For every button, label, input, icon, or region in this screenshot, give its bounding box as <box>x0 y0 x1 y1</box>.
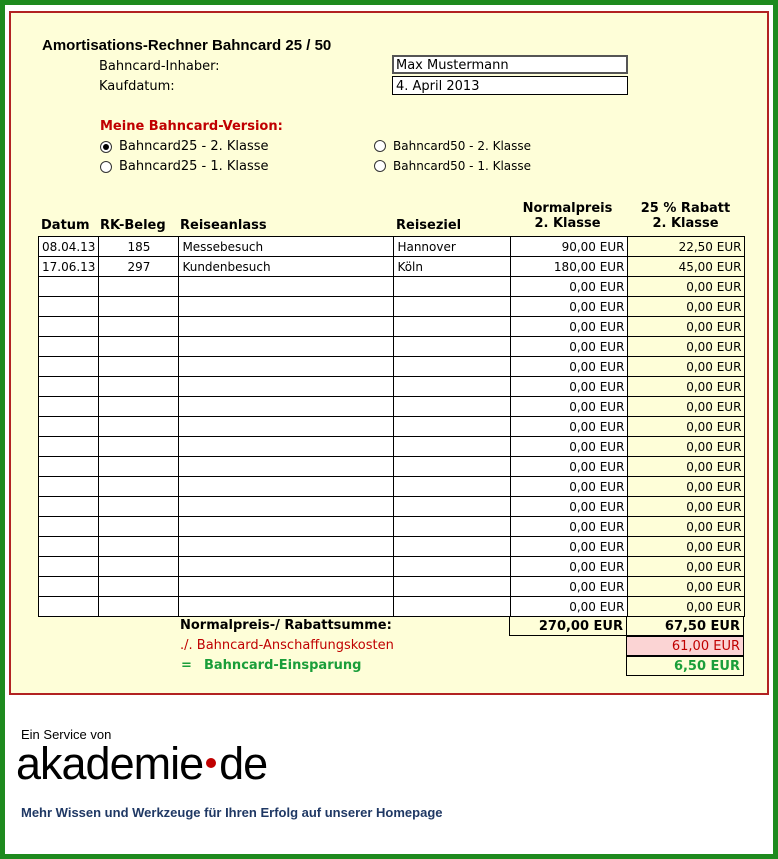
cell-rk-beleg[interactable] <box>99 317 179 337</box>
cell-datum[interactable] <box>39 457 99 477</box>
cell-reiseziel[interactable] <box>394 537 511 557</box>
cell-reiseziel[interactable] <box>394 437 511 457</box>
cell-normalpreis: 0,00 EUR <box>511 577 628 597</box>
table-row <box>39 537 745 557</box>
cell-reiseziel[interactable] <box>394 417 511 437</box>
cell-reiseanlass[interactable] <box>179 357 394 377</box>
kaufdatum-input[interactable]: 4. April 2013 <box>392 76 628 95</box>
cell-reiseziel[interactable]: Köln <box>394 257 511 277</box>
cell-datum[interactable] <box>39 337 99 357</box>
table-row <box>39 417 745 437</box>
akademie-logo[interactable] <box>16 738 267 790</box>
header-rk-beleg: RK-Beleg <box>100 218 166 233</box>
option-label: Bahncard25 - 2. Klasse <box>119 139 269 154</box>
saving-equals: = <box>181 658 192 673</box>
radio-icon[interactable] <box>374 160 386 172</box>
cell-reiseziel[interactable] <box>394 357 511 377</box>
calculator-panel <box>9 11 769 695</box>
cell-rabatt: 0,00 EUR <box>628 417 745 437</box>
cell-datum[interactable] <box>39 497 99 517</box>
cell-reiseziel[interactable] <box>394 457 511 477</box>
cell-rabatt: 22,50 EUR <box>628 237 745 257</box>
cell-normalpreis: 180,00 EUR <box>511 257 628 277</box>
cell-reiseziel[interactable] <box>394 517 511 537</box>
cell-datum[interactable]: 17.06.13 <box>39 257 99 277</box>
table-row <box>39 397 745 417</box>
saving-label: Bahncard-Einsparung <box>204 658 362 673</box>
inhaber-label: Bahncard-Inhaber: <box>99 59 220 74</box>
cell-rk-beleg[interactable] <box>99 577 179 597</box>
table-row <box>39 377 745 397</box>
table-row <box>39 517 745 537</box>
sum-normalpreis: 270,00 EUR <box>509 616 627 636</box>
table-row <box>39 497 745 517</box>
cell-rk-beleg[interactable] <box>99 277 179 297</box>
cell-rabatt: 45,00 EUR <box>628 257 745 277</box>
table-row <box>39 597 745 617</box>
cell-reiseanlass[interactable] <box>179 317 394 337</box>
table-row <box>39 317 745 337</box>
cell-rabatt: 0,00 EUR <box>628 497 745 517</box>
cell-reiseanlass[interactable] <box>179 417 394 437</box>
cell-normalpreis: 0,00 EUR <box>511 377 628 397</box>
cell-rabatt: 0,00 EUR <box>628 577 745 597</box>
tagline-link[interactable]: Mehr Wissen und Werkzeuge für Ihren Erfolg auf unserer Homepage <box>21 805 443 820</box>
header-normalpreis <box>509 201 626 231</box>
cell-reiseanlass[interactable] <box>179 437 394 457</box>
cell-normalpreis: 0,00 EUR <box>511 497 628 517</box>
table-row <box>39 477 745 497</box>
cell-reiseziel[interactable]: Hannover <box>394 237 511 257</box>
option-label: Bahncard25 - 1. Klasse <box>119 159 269 174</box>
cell-normalpreis: 90,00 EUR <box>511 237 628 257</box>
cell-rabatt: 0,00 EUR <box>628 557 745 577</box>
cell-rabatt: 0,00 EUR <box>628 477 745 497</box>
cell-reiseanlass[interactable] <box>179 337 394 357</box>
page-title: Amortisations-Rechner Bahncard 25 / 50 <box>42 37 332 54</box>
cell-reiseziel[interactable] <box>394 597 511 617</box>
cell-rabatt: 0,00 EUR <box>628 537 745 557</box>
cell-rk-beleg[interactable]: 185 <box>99 237 179 257</box>
option-label: Bahncard50 - 2. Klasse <box>393 139 532 153</box>
header-rabatt-line1: 25 % Rabatt <box>640 201 731 216</box>
kaufdatum-label: Kaufdatum: <box>99 79 175 94</box>
cost-value: 61,00 EUR <box>626 636 744 656</box>
radio-selected-icon[interactable] <box>100 141 112 153</box>
header-normalpreis-line2: 2. Klasse <box>534 216 601 231</box>
table-row <box>39 557 745 577</box>
cell-reiseanlass[interactable] <box>179 577 394 597</box>
cell-rk-beleg[interactable] <box>99 437 179 457</box>
cell-reiseziel[interactable] <box>394 577 511 597</box>
cell-datum[interactable] <box>39 437 99 457</box>
cell-rabatt: 0,00 EUR <box>628 457 745 477</box>
cell-reiseanlass[interactable] <box>179 477 394 497</box>
cell-datum[interactable] <box>39 317 99 337</box>
cell-reiseanlass[interactable]: Kundenbesuch <box>179 257 394 277</box>
cell-normalpreis: 0,00 EUR <box>511 457 628 477</box>
cell-normalpreis: 0,00 EUR <box>511 437 628 457</box>
header-reiseziel: Reiseziel <box>396 218 462 233</box>
option-bc50-1[interactable] <box>374 159 531 173</box>
cell-datum[interactable] <box>39 377 99 397</box>
logo-text-left: akademie <box>16 738 204 789</box>
version-heading: Meine Bahncard-Version: <box>100 119 283 134</box>
saving-value: 6,50 EUR <box>626 656 744 676</box>
service-text: Ein Service von <box>21 727 112 742</box>
cell-rk-beleg[interactable] <box>99 477 179 497</box>
radio-icon[interactable] <box>374 140 386 152</box>
cell-rk-beleg[interactable] <box>99 337 179 357</box>
travel-table <box>38 236 745 617</box>
cell-reiseziel[interactable] <box>394 397 511 417</box>
cell-rabatt: 0,00 EUR <box>628 437 745 457</box>
logo-dot-icon <box>206 758 216 768</box>
cell-rk-beleg[interactable] <box>99 357 179 377</box>
radio-icon[interactable] <box>100 161 112 173</box>
cell-reiseanlass[interactable]: Messebesuch <box>179 237 394 257</box>
cell-reiseanlass[interactable] <box>179 377 394 397</box>
cell-datum[interactable] <box>39 477 99 497</box>
cell-reiseziel[interactable] <box>394 377 511 397</box>
cell-datum[interactable] <box>39 277 99 297</box>
cell-datum[interactable] <box>39 417 99 437</box>
cell-reiseanlass[interactable] <box>179 297 394 317</box>
cell-datum[interactable] <box>39 537 99 557</box>
option-bc25-1[interactable] <box>100 159 269 174</box>
cell-reiseziel[interactable] <box>394 277 511 297</box>
cell-reiseziel[interactable] <box>394 297 511 317</box>
cell-reiseanlass[interactable] <box>179 557 394 577</box>
sum-rabatt: 67,50 EUR <box>626 616 744 636</box>
cell-rabatt: 0,00 EUR <box>628 317 745 337</box>
cell-rk-beleg[interactable] <box>99 397 179 417</box>
table-row <box>39 257 745 277</box>
cell-normalpreis: 0,00 EUR <box>511 357 628 377</box>
cell-reiseanlass[interactable] <box>179 537 394 557</box>
cell-rabatt: 0,00 EUR <box>628 397 745 417</box>
cell-rk-beleg[interactable] <box>99 377 179 397</box>
cell-datum[interactable] <box>39 577 99 597</box>
cell-rk-beleg[interactable] <box>99 497 179 517</box>
cell-rk-beleg[interactable] <box>99 517 179 537</box>
logo-text-right: de <box>219 738 268 789</box>
table-row <box>39 437 745 457</box>
cell-rk-beleg[interactable] <box>99 537 179 557</box>
cell-normalpreis: 0,00 EUR <box>511 597 628 617</box>
cell-datum[interactable] <box>39 597 99 617</box>
cell-normalpreis: 0,00 EUR <box>511 557 628 577</box>
cell-rk-beleg[interactable] <box>99 417 179 437</box>
cell-normalpreis: 0,00 EUR <box>511 397 628 417</box>
cost-label: ./. Bahncard-Anschaffungskosten <box>180 638 394 653</box>
cell-rk-beleg[interactable] <box>99 297 179 317</box>
cell-rabatt: 0,00 EUR <box>628 357 745 377</box>
option-bc50-2[interactable] <box>374 139 531 153</box>
table-row <box>39 297 745 317</box>
cell-rk-beleg[interactable]: 297 <box>99 257 179 277</box>
cell-datum[interactable] <box>39 397 99 417</box>
cell-reiseziel[interactable] <box>394 497 511 517</box>
cell-reiseanlass[interactable] <box>179 277 394 297</box>
cell-rabatt: 0,00 EUR <box>628 377 745 397</box>
cell-normalpreis: 0,00 EUR <box>511 317 628 337</box>
cell-datum[interactable]: 08.04.13 <box>39 237 99 257</box>
cell-rabatt: 0,00 EUR <box>628 597 745 617</box>
header-rabatt <box>627 201 744 231</box>
inhaber-input[interactable]: Max Mustermann <box>392 55 628 74</box>
cell-rabatt: 0,00 EUR <box>628 517 745 537</box>
cell-rabatt: 0,00 EUR <box>628 337 745 357</box>
cell-normalpreis: 0,00 EUR <box>511 277 628 297</box>
cell-rabatt: 0,00 EUR <box>628 297 745 317</box>
cell-reiseziel[interactable] <box>394 477 511 497</box>
cell-rk-beleg[interactable] <box>99 557 179 577</box>
header-normalpreis-line1: Normalpreis <box>522 201 613 216</box>
cell-datum[interactable] <box>39 357 99 377</box>
cell-reiseanlass[interactable] <box>179 597 394 617</box>
cell-reiseziel[interactable] <box>394 317 511 337</box>
cell-normalpreis: 0,00 EUR <box>511 337 628 357</box>
cell-datum[interactable] <box>39 557 99 577</box>
table-row <box>39 337 745 357</box>
sum-label: Normalpreis-/ Rabattsumme: <box>180 618 392 633</box>
table-row <box>39 277 745 297</box>
cell-reiseanlass[interactable] <box>179 397 394 417</box>
cell-rk-beleg[interactable] <box>99 597 179 617</box>
cell-normalpreis: 0,00 EUR <box>511 297 628 317</box>
cell-rk-beleg[interactable] <box>99 457 179 477</box>
cell-reiseziel[interactable] <box>394 337 511 357</box>
cell-rabatt: 0,00 EUR <box>628 277 745 297</box>
option-bc25-2[interactable] <box>100 139 269 154</box>
cell-reiseanlass[interactable] <box>179 517 394 537</box>
cell-reiseziel[interactable] <box>394 557 511 577</box>
table-row <box>39 457 745 477</box>
cell-normalpreis: 0,00 EUR <box>511 537 628 557</box>
cell-normalpreis: 0,00 EUR <box>511 477 628 497</box>
cell-datum[interactable] <box>39 517 99 537</box>
cell-datum[interactable] <box>39 297 99 317</box>
cell-reiseanlass[interactable] <box>179 497 394 517</box>
cell-reiseanlass[interactable] <box>179 457 394 477</box>
option-label: Bahncard50 - 1. Klasse <box>393 159 532 173</box>
header-datum: Datum <box>41 218 90 233</box>
header-reiseanlass: Reiseanlass <box>180 218 267 233</box>
cell-normalpreis: 0,00 EUR <box>511 517 628 537</box>
table-row <box>39 577 745 597</box>
header-rabatt-line2: 2. Klasse <box>652 216 719 231</box>
table-row <box>39 237 745 257</box>
table-row <box>39 357 745 377</box>
cell-normalpreis: 0,00 EUR <box>511 417 628 437</box>
